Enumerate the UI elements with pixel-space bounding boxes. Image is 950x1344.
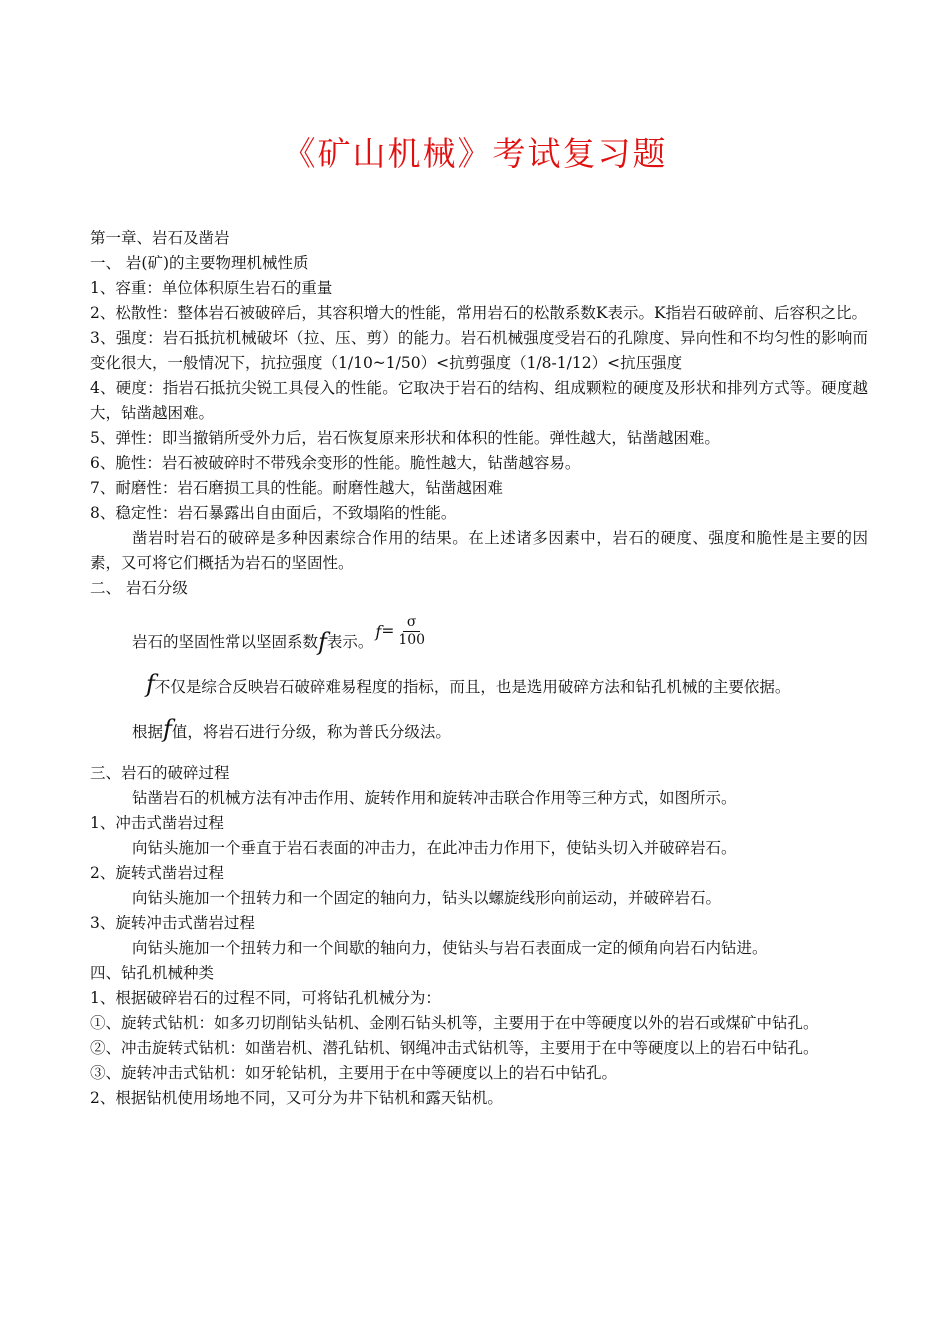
drill-type-item: ①、旋转式钻机：如多刃切削钻头钻机、金刚石钻头机等，主要用于在中等硬度以外的岩石或煤矿中钻孔。 — [90, 1014, 819, 1032]
f-description — [90, 667, 868, 704]
drill-type-item: ③、旋转冲击式钻机：如牙轮钻机，主要用于在中等硬度以上的岩石中钻孔。 — [90, 1064, 618, 1082]
protodyakonov-text: 根据 — [132, 723, 164, 741]
summary-paragraph: 凿岩时岩石的破碎是多种因素综合作用的结果。在上述诸多因素中，岩石的硬度、强度和脆性是主要的因素，又可将它们概括为岩石的坚固性。 — [90, 529, 868, 572]
section-1-heading: 一、 岩(矿)的主要物理机械性质 — [90, 254, 309, 272]
document-title: 《矿山机械》考试复习题 — [282, 134, 668, 173]
firmness-formula — [375, 614, 427, 649]
firmness-coefficient-line — [90, 615, 868, 655]
formula-numerator: σ — [403, 614, 421, 632]
formula-fraction — [396, 614, 427, 649]
section-3-heading: 三、岩石的破碎过程 — [90, 764, 230, 782]
property-item: 6、脆性：岩石被破碎时不带残余变形的性能。脆性越大，钻凿越容易。 — [90, 454, 581, 472]
property-item: 7、耐磨性：岩石磨损工具的性能。耐磨性越大，钻凿越困难 — [90, 479, 503, 497]
formula-equals: = — [381, 622, 395, 640]
property-item: 3、强度：岩石抵抗机械破坏（拉、压、剪）的能力。岩石机械强度受岩石的孔隙度、异向性和不均匀性的影响而变化很大，一般情况下，抗拉强度（1/10~1/50）<抗剪强度（1/8-1/12）<抗压强度 — [90, 329, 868, 372]
process-title: 1、冲击式凿岩过程 — [90, 814, 224, 832]
process-text: 向钻头施加一个扭转力和一个间歇的轴向力，使钻头与岩石表面成一定的倾角向岩石内钻进。 — [132, 939, 768, 957]
property-item: 4、硬度：指岩石抵抗尖锐工具侵入的性能。它取决于岩石的结构、组成颗粒的硬度及形状和排列方式等。硬度越大，钻凿越困难。 — [90, 379, 868, 422]
f-symbol: f — [318, 628, 327, 656]
classification-item: 2、根据钻机使用场地不同，又可分为井下钻机和露天钻机。 — [90, 1089, 503, 1107]
property-item: 5、弹性：即当撤销所受外力后，岩石恢复原来形状和体积的性能。弹性越大，钻凿越困难。 — [90, 429, 720, 447]
formula-lhs: f — [375, 622, 382, 641]
chapter-heading: 第一章、岩石及凿岩 — [90, 229, 230, 247]
f-description-text: 不仅是综合反映岩石破碎难易程度的指标，而且，也是选用破碎方法和钻孔机械的主要依据。 — [154, 678, 791, 696]
property-item: 2、松散性：整体岩石被破碎后，其容积增大的性能，常用岩石的松散系数K表示。K指岩石破碎前、后容积之比。 — [90, 304, 868, 322]
f-symbol: f — [163, 715, 172, 743]
process-title: 2、旋转式凿岩过程 — [90, 864, 224, 882]
property-item: 1、容重：单位体积原生岩石的重量 — [90, 279, 333, 297]
classification-item: 1、根据破碎岩石的过程不同，可将钻孔机械分为： — [90, 989, 441, 1007]
section-2-heading: 二、 岩石分级 — [90, 579, 188, 597]
protodyakonov-text-post: 值，将岩石进行分级，称为普氏分级法。 — [171, 723, 451, 741]
firmness-text: 岩石的坚固性常以坚固系数 — [132, 633, 319, 651]
process-title: 3、旋转冲击式凿岩过程 — [90, 914, 255, 932]
property-item: 8、稳定性：岩石暴露出自由面后，不致塌陷的性能。 — [90, 504, 457, 522]
section-3-intro: 钻凿岩石的机械方法有冲击作用、旋转作用和旋转冲击联合作用等三种方式，如图所示。 — [132, 789, 737, 807]
drill-type-item: ②、冲击旋转式钻机：如凿岩机、潜孔钻机、钢绳冲击式钻机等，主要用于在中等硬度以上的岩石中钻孔。 — [90, 1039, 819, 1057]
process-text: 向钻头施加一个扭转力和一个固定的轴向力，钻头以螺旋线形向前运动，并破碎岩石。 — [132, 889, 722, 907]
firmness-text-post: 表示。 — [326, 633, 374, 651]
formula-denominator: 100 — [398, 632, 426, 648]
f-symbol: f — [146, 670, 155, 698]
protodyakonov-line — [90, 712, 868, 749]
section-4-heading: 四、钻孔机械种类 — [90, 964, 215, 982]
process-text: 向钻头施加一个垂直于岩石表面的冲击力，在此冲击力作用下，使钻头切入并破碎岩石。 — [132, 839, 737, 857]
document-body — [90, 226, 868, 1111]
